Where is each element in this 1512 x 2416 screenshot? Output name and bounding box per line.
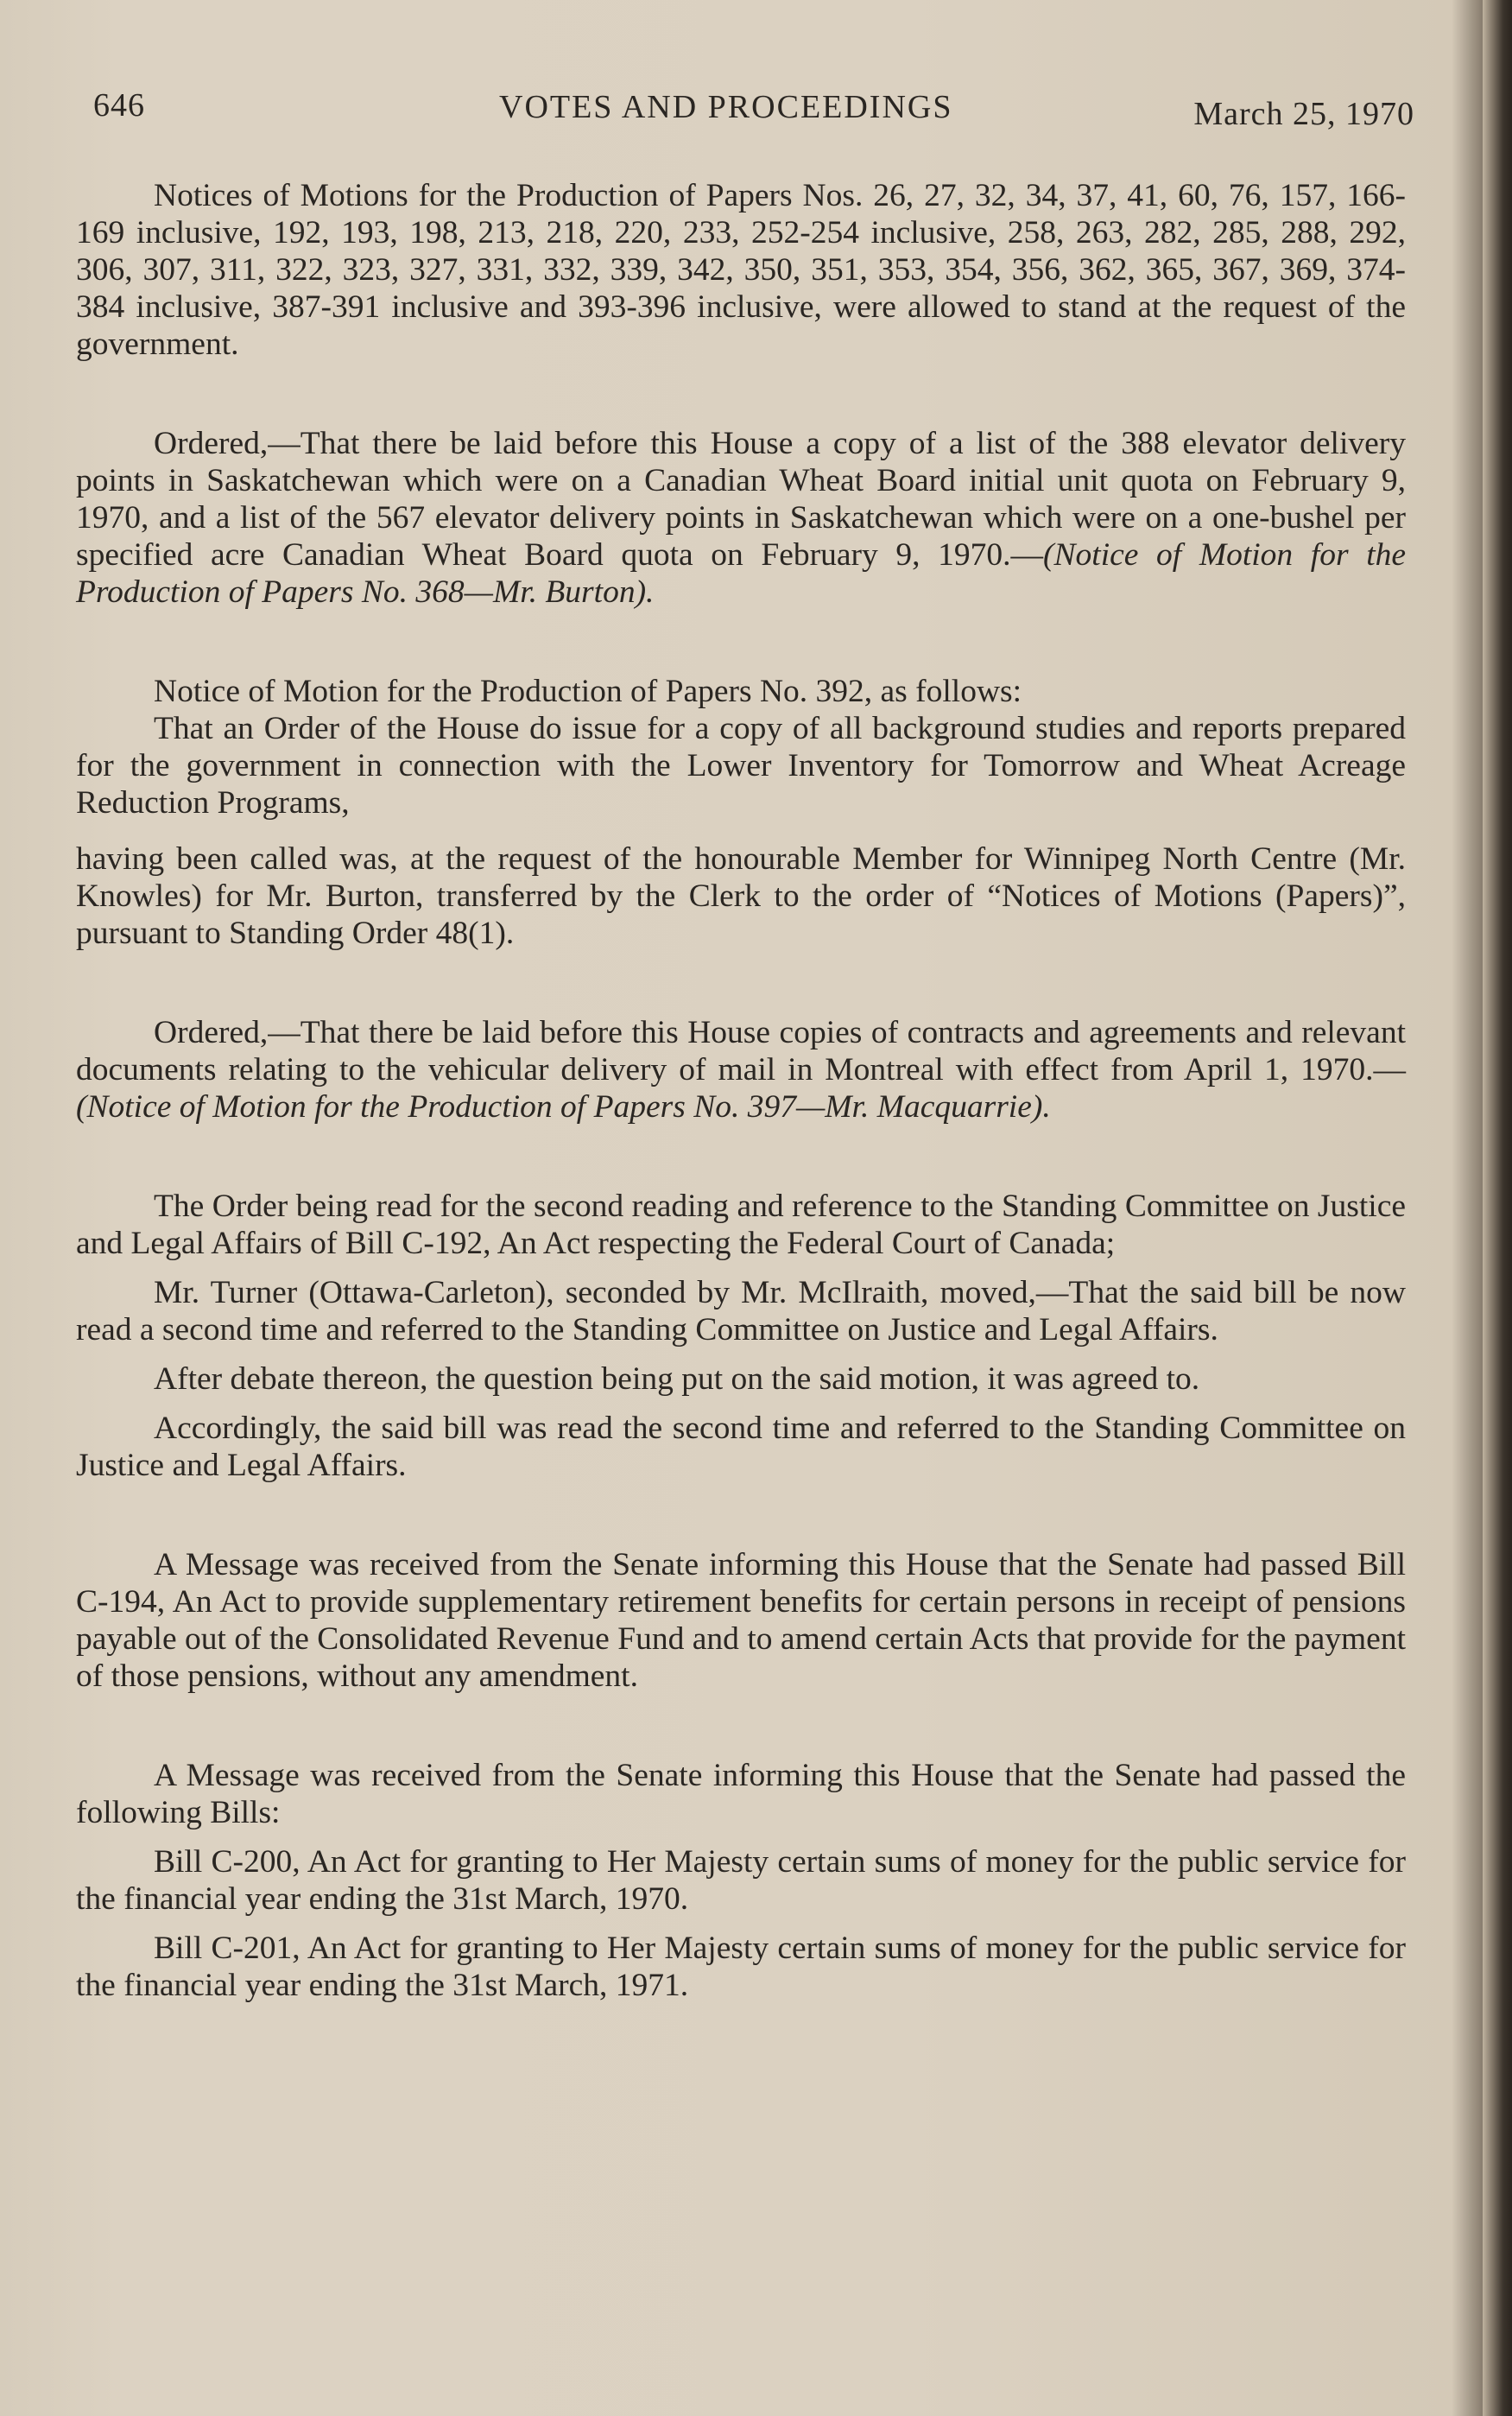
paragraph-bill-c192-motion: Mr. Turner (Ottawa-Carleton), seconded by Mr. McIlraith, moved,—That the said bill be now read a second time and referred to the Standing Committee on Justice and Legal Affairs. (76, 1275, 1406, 1348)
paragraph-senate-message-c194: A Message was received from the Senate informing this House that the Senate had passed Bill C-194, An Act to provide supplementary retirement benefits for certain persons in receipt of pensions payable out of the Consolidated Revenue Fund and to amend certain Acts that provide for the payment of those pensions, without any amendment. (76, 1547, 1406, 1694)
paragraph-bill-c200: Bill C-200, An Act for granting to Her Majesty certain sums of money for the public service for the financial year ending the 31st March, 1970. (76, 1844, 1406, 1917)
paragraph-order-elevator-points (76, 425, 1406, 611)
paragraph-order-mail-delivery (76, 1014, 1406, 1126)
paragraph-notice-392: Notice of Motion for the Production of Papers No. 392, as follows: (154, 674, 1022, 709)
page-edge-shadow (1483, 0, 1512, 2416)
header-date: March 25, 1970 (1193, 96, 1414, 132)
order-citation: (Notice of Motion for the Production of Papers No. 397—Mr. Macquarrie). (76, 1089, 1051, 1125)
order-citation: (Notice of Motion for the Production of Papers No. 368—Mr. Burton). (76, 537, 1407, 610)
paragraph-bill-c192-debate: After debate thereon, the question being put on the said motion, it was agreed to. (154, 1361, 1200, 1397)
page-number: 646 (93, 87, 145, 124)
order-text: Ordered,—That there be laid before this House copies of contracts and agreements and relevant documents relating to the vehicular delivery of mail in Montreal with effect from April 1, 1970.— (76, 1015, 1406, 1088)
document-body (76, 177, 1406, 2004)
page-header (93, 79, 1414, 131)
paragraph-bill-c192-order: The Order being read for the second reading and reference to the Standing Committee on Justice and Legal Affairs of Bill C-192, An Act respecting the Federal Court of Canada; (76, 1189, 1406, 1261)
paragraph-notice-392-text: That an Order of the House do issue for a copy of all background studies and reports prepared for the government in connection with the Lower Inventory for Tomorrow and Wheat Acreage Reduction Programs, (76, 711, 1406, 821)
paragraph-notice-392-transfer: having been called was, at the request of the honourable Member for Winnipeg North Centre (Mr. Knowles) for Mr. Burton, transferred by the Clerk to the order of “Notices of Motions (Papers)”, pursuant to Standing Order 48(1). (76, 841, 1406, 951)
paragraph-bill-c192-result: Accordingly, the said bill was read the second time and referred to the Standing Committee on Justice and Legal Affairs. (76, 1411, 1406, 1483)
running-title: VOTES AND PROCEEDINGS (499, 89, 953, 125)
paragraph-bill-c201: Bill C-201, An Act for granting to Her Majesty certain sums of money for the public service for the financial year ending the 31st March, 1971. (76, 1931, 1406, 2003)
order-text: Ordered,—That there be laid before this House a copy of a list of the 388 elevator delivery points in Saskatchewan which were on a Canadian Wheat Board initial unit quota on February 9, 1970, and a list of the 567 elevator delivery points in Saskatchewan which were on a one-bushel per specified acre Canadian Wheat Board quota on February 9, 1970.— (76, 426, 1406, 573)
paragraph-notices-stand: Notices of Motions for the Production of Papers Nos. 26, 27, 32, 34, 37, 41, 60, 76, 157, 166-169 inclusive, 192, 193, 198, 213, 218, 220, 233, 252-254 inclusive, 258, 263, 282, 285, 288, 292, 306, 307, 311, 322, 323, 327, 331, 332, 339, 342, 350, 351, 353, 354, 356, 362, 365, 367, 369, 374-384 inclusive, 387-391 inclusive and 393-396 inclusive, were allowed to stand at the request of the government. (76, 178, 1406, 362)
paragraph-senate-message-bills: A Message was received from the Senate informing this House that the Senate had passed the following Bills: (76, 1758, 1406, 1830)
